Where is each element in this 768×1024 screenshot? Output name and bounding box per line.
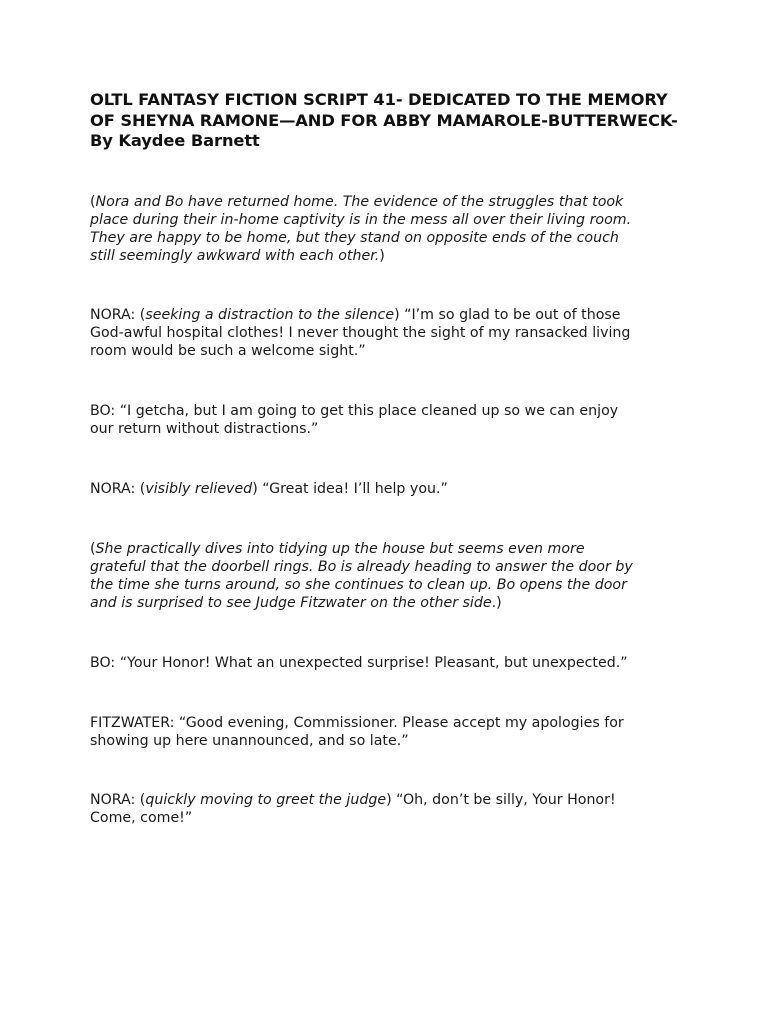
dialogue-bo-2 <box>90 654 690 672</box>
text-line: place during their in-home captivity is in the mess all over their living room. <box>90 212 632 228</box>
text-line: and is surprised to see Judge Fitzwater on the other side.) <box>90 595 502 611</box>
dialogue-fitzwater-1 <box>90 714 690 750</box>
title-author-line: By Kaydee Barnett <box>90 131 260 150</box>
dialogue-nora-1 <box>90 306 690 360</box>
script-title <box>90 90 690 152</box>
title-line-1: OLTL FANTASY FICTION SCRIPT 41- DEDICATED TO THE MEMORY <box>90 90 668 109</box>
text-line: Come, come!” <box>90 810 193 826</box>
text-line: still seemingly awkward with each other.) <box>90 248 385 264</box>
dialogue-nora-3 <box>90 791 690 827</box>
stage-direction: visibly relieved <box>145 481 253 497</box>
text-line: BO: “I getcha, but I am going to get this place cleaned up so we can enjoy <box>90 403 619 419</box>
stage-direction-opening <box>90 193 690 265</box>
stage-direction: quickly moving to greet the judge <box>145 792 387 808</box>
text-line: NORA: (seeking a distraction to the silence) “I’m so glad to be out of those <box>90 307 621 323</box>
text-line: NORA: (quickly moving to greet the judge) “Oh, don’t be silly, Your Honor! <box>90 792 616 808</box>
text-line: (Nora and Bo have returned home. The evidence of the struggles that took <box>90 194 624 210</box>
stage-direction: seeking a distraction to the silence <box>145 307 395 323</box>
text-line: (She practically dives into tidying up the house but seems even more <box>90 541 585 557</box>
text-line: FITZWATER: “Good evening, Commissioner. Please accept my apologies for <box>90 715 624 731</box>
title-line-2: OF SHEYNA RAMONE—AND FOR ABBY MAMAROLE-BUTTERWECK- <box>90 110 678 130</box>
stage-direction-doorbell <box>90 540 690 612</box>
dialogue-bo-1 <box>90 402 690 438</box>
text-line: the time she turns around, so she continues to clean up. Bo opens the door <box>90 577 627 593</box>
text-line: They are happy to be home, but they stand on opposite ends of the couch <box>90 230 619 246</box>
text-line: NORA: (visibly relieved) “Great idea! I’ll help you.” <box>90 481 448 497</box>
text-line: our return without distractions.” <box>90 421 319 437</box>
dialogue-nora-2 <box>90 480 690 498</box>
text-line: room would be such a welcome sight.” <box>90 343 366 359</box>
text-line: BO: “Your Honor! What an unexpected surprise! Pleasant, but unexpected.” <box>90 655 628 671</box>
text-line: showing up here unannounced, and so late.” <box>90 733 409 749</box>
text-line: grateful that the doorbell rings. Bo is already heading to answer the door by <box>90 559 633 575</box>
text-line: God-awful hospital clothes! I never thought the sight of my ransacked living <box>90 325 631 341</box>
